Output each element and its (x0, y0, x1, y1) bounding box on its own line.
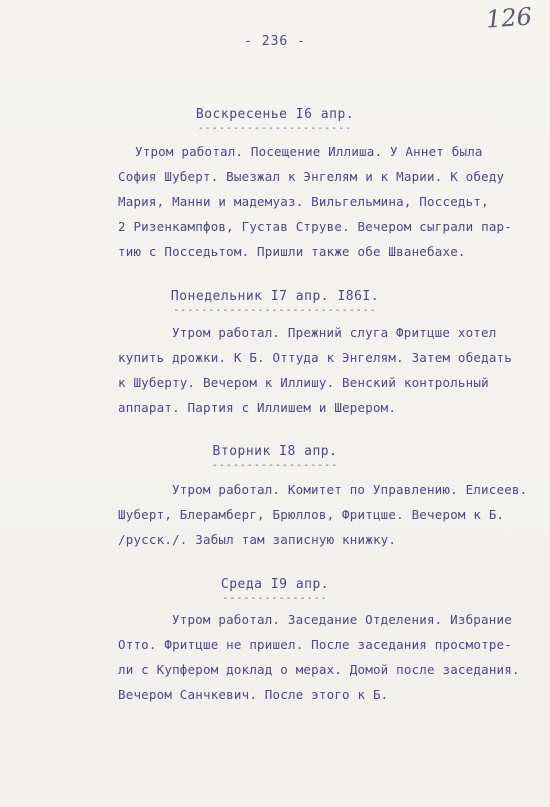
heading-underline: ----------------------------- (173, 305, 377, 316)
heading-underline: --------------- (222, 593, 328, 604)
entry-heading (0, 289, 550, 304)
entry-paragraph (118, 139, 550, 264)
text-line: аппарат. Партия с Иллишем и Шерером. (118, 400, 397, 415)
entry-heading (0, 107, 550, 122)
text-line: София Шуберт. Выезжал к Энгелям и к Марии. К обеду (118, 169, 505, 184)
text-line: Вечером Санчкевич. После этого к Б. (118, 687, 389, 702)
text-line: Утром работал. Посещение Иллиша. У Аннет была (135, 144, 483, 159)
text-line: к Шуберту. Вечером к Иллишу. Венский контрольный (118, 375, 489, 390)
text-line: купить дрожки. К Б. Оттуда к Энгелям. Затем обедать (118, 350, 513, 365)
heading-underline: ---------------------- (197, 123, 353, 134)
heading-underline: ------------------ (211, 460, 339, 471)
page-number: - 236 - (244, 34, 306, 49)
entry-paragraph (118, 477, 550, 552)
text-line: Мария, Манни и мадемуаз. Вильгельмина, Посседьт, (118, 194, 489, 209)
text-line: Отто. Фритцше не пришел. После заседания просмотре- (118, 637, 513, 652)
text-line: ли с Купфером доклад о мерах. Домой после заседания. (118, 662, 520, 677)
entry-date: Вторник I8 апр. (212, 444, 338, 459)
text-line: /русск./. Забыл там записную книжку. (118, 532, 397, 547)
entry-heading (0, 444, 550, 459)
entry-paragraph (118, 320, 550, 420)
entry-date: Среда I9 апр. (220, 577, 330, 592)
folio-number: 126 (485, 2, 533, 34)
text-line: Утром работал. Заседание Отделения. Избрание (172, 612, 512, 627)
entry-date: Понедельник I7 апр. I86I. (170, 289, 380, 304)
entry-paragraph (118, 607, 550, 707)
text-line: тию с Посседьтом. Пришли также обе Шванебахе. (118, 244, 466, 259)
entry-heading (0, 577, 550, 592)
text-line: Утром работал. Комитет по Управлению. Елисеев. (172, 482, 528, 497)
text-line: Утром работал. Прежний слуга Фритцше хотел (172, 325, 497, 340)
text-line: 2 Ризенкампфов, Густав Струве. Вечером сыграли пар- (118, 219, 513, 234)
text-line: Шуберт, Блерамберг, Брюллов, Фритцше. Вечером к Б. (118, 507, 505, 522)
entry-date: Воскресенье I6 апр. (195, 107, 355, 122)
